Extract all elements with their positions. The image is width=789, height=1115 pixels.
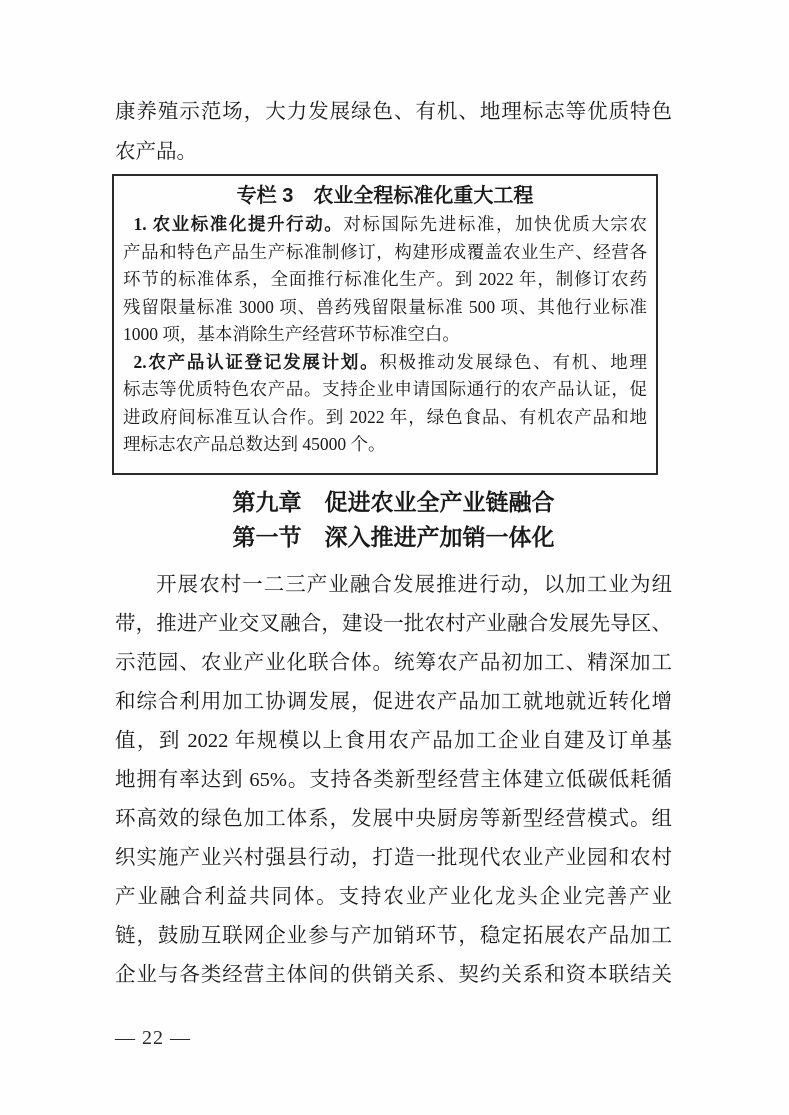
text-line: 2.农产品认证登记发展计划。积极推动发展绿色、有机、地理 xyxy=(133,351,647,372)
intro-paragraph xyxy=(115,92,672,172)
text-line: 链，鼓励互联网企业参与产加销环节，稳定拓展农产品加工 xyxy=(115,925,672,947)
feature-box-item-1 xyxy=(123,211,647,349)
feature-box-title: 专栏 3 农业全程标准化重大工程 xyxy=(236,185,534,207)
chapter-heading: 第九章 促进农业全产业链融合 xyxy=(232,489,555,515)
bold-lead: 2.农产品认证登记发展计划。 xyxy=(133,351,380,372)
text-line: 产业融合利益共同体。支持农业产业化龙头企业完善产业 xyxy=(115,886,672,908)
text-line: 标志等优质特色农产品。支持企业申请国际通行的农产品认证，促 xyxy=(123,379,647,399)
page-number: — 22 — xyxy=(115,1027,191,1049)
text-line: 康养殖示范场，大力发展绿色、有机、地理标志等优质特色 xyxy=(115,101,672,123)
text-line: 产品和特色产品生产标准制修订，构建形成覆盖农业生产、经营各 xyxy=(123,241,647,262)
text-line: 织实施产业兴村强县行动，打造一批现代农业产业园和农村 xyxy=(115,847,672,869)
text-line: 1. 农业标准化提升行动。对标国际先进标准，加快优质大宗农 xyxy=(133,214,648,234)
body-paragraph xyxy=(115,566,672,995)
text-line: 残留限量标准 3000 项、兽药残留限量标准 500 项、其他行业标准 xyxy=(123,296,647,317)
feature-box-item-2 xyxy=(123,349,647,459)
text-line: 和综合利用加工协调发展，促进农产品加工就地就近转化增 xyxy=(115,691,672,713)
text-line: 进政府间标准互认合作。到 2022 年，绿色食品、有机农产品和地 xyxy=(123,406,647,427)
text-line: 农产品。 xyxy=(115,141,197,163)
text-line: 1000 项，基本消除生产经营环节标准空白。 xyxy=(123,324,460,344)
text-line: 环节的标准体系，全面推行标准化生产。到 2022 年，制修订农药 xyxy=(123,269,647,289)
text-line: 带，推进产业交叉融合，建设一批农村产业融合发展先导区、 xyxy=(115,613,672,635)
text-line: 理标志农产品总数达到 45000 个。 xyxy=(123,434,386,454)
bold-lead: 1. 农业标准化提升行动。 xyxy=(133,214,344,234)
text-line: 值，到 2022 年规模以上食用农产品加工企业自建及订单基 xyxy=(115,730,672,752)
text-line: 地拥有率达到 65%。支持各类新型经营主体建立低碳低耗循 xyxy=(115,769,672,791)
text-line: 环高效的绿色加工体系，发展中央厨房等新型经营模式。组 xyxy=(115,808,672,830)
text-line: 开展农村一二三产业融合发展推进行动，以加工业为纽 xyxy=(156,574,672,596)
text-line: 示范园、农业产业化联合体。统筹农产品初加工、精深加工 xyxy=(115,652,672,674)
section-heading: 第一节 深入推进产加销一体化 xyxy=(232,525,555,550)
text-line: 企业与各类经营主体间的供销关系、契约关系和资本联结关 xyxy=(115,964,672,986)
feature-box xyxy=(112,174,658,475)
